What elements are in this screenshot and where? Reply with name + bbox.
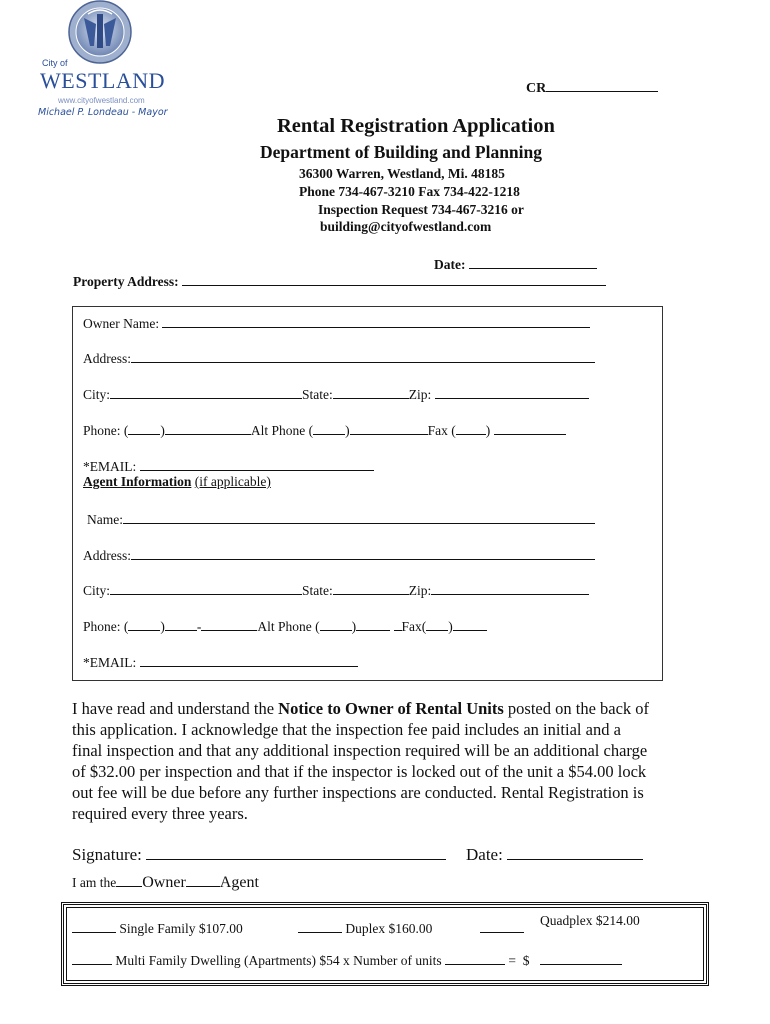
duplex-check-line[interactable] xyxy=(298,919,342,933)
agent-alt-phone-label: Alt Phone ( xyxy=(257,619,320,634)
signature-field xyxy=(72,844,446,865)
ack-line-5: out fee will be due before any further inspections are conducted. Rental Registration is xyxy=(72,783,644,802)
owner-email-label: *EMAIL: xyxy=(83,459,137,474)
i-am-the-label: I am the xyxy=(72,875,117,890)
ack-line-6: required every three years. xyxy=(72,804,248,823)
agent-heading xyxy=(83,474,271,490)
agent-address-input-line[interactable] xyxy=(131,546,595,560)
owner-city-label: City: xyxy=(83,387,111,402)
page-title: Rental Registration Application xyxy=(277,115,555,137)
agent-zip-input-line[interactable] xyxy=(431,581,589,595)
cr-field xyxy=(526,78,658,97)
property-address-field xyxy=(73,272,606,290)
agent-email-label: *EMAIL: xyxy=(83,655,137,670)
acknowledgement-text xyxy=(72,698,649,824)
agent-phone-label: Phone: ( xyxy=(83,619,129,634)
owner-email-input-line[interactable] xyxy=(140,457,374,471)
fee-multi-family xyxy=(72,951,622,969)
city-logo xyxy=(36,0,176,122)
cr-label: CR xyxy=(526,81,547,96)
owner-email-row xyxy=(83,457,374,475)
ack-line-3: final inspection and that any additional inspection required will be an additional charge xyxy=(72,741,648,760)
owner-fax-input-line[interactable] xyxy=(494,421,566,435)
quadplex-check-line[interactable] xyxy=(480,919,524,933)
agent-city-row xyxy=(83,581,589,599)
owner-state-label: State: xyxy=(302,387,333,402)
owner-address-input-line[interactable] xyxy=(131,349,595,363)
signature-date-input-line[interactable] xyxy=(507,844,643,860)
agent-city-label: City: xyxy=(83,583,111,598)
signature-label: Signature: xyxy=(72,845,142,864)
owner-zip-input-line[interactable] xyxy=(435,385,589,399)
single-family-check-line[interactable] xyxy=(72,919,116,933)
office-email: building@cityofwestland.com xyxy=(320,219,492,234)
agent-state-input-line[interactable] xyxy=(333,581,409,595)
ack-line-4: of $32.00 per inspection and that if the inspector is locked out of the unit a $54.00 lock xyxy=(72,762,647,781)
duplex-label: Duplex $160.00 xyxy=(345,921,433,936)
owner-option-label: Owner xyxy=(142,874,186,891)
agent-phone-row: Phone: ( ) - Alt Phone ( ) Fax( ) xyxy=(83,617,487,635)
agent-fax-label: Fax( xyxy=(401,619,427,634)
inspection-request: Inspection Request 734-467-3216 or xyxy=(318,202,524,217)
agent-city-input-line[interactable] xyxy=(110,581,302,595)
agent-name-label: Name: xyxy=(87,512,123,527)
agent-alt-phone-input-line[interactable] xyxy=(356,617,390,631)
fee-quadplex-check xyxy=(480,919,524,937)
ack-pre: I have read and understand the xyxy=(72,699,279,718)
agent-fax-lead-line[interactable] xyxy=(394,617,402,631)
signature-date-field xyxy=(466,844,643,865)
agent-state-label: State: xyxy=(302,583,333,598)
fee-duplex xyxy=(298,919,432,937)
owner-city-row xyxy=(83,385,589,403)
property-address-label: Property Address: xyxy=(73,274,179,289)
owner-state-input-line[interactable] xyxy=(333,385,409,399)
multi-family-check-line[interactable] xyxy=(72,951,112,965)
agent-name-row xyxy=(87,510,595,528)
agent-email-row xyxy=(83,653,358,671)
owner-name-input-line[interactable] xyxy=(162,314,590,328)
owner-name-row xyxy=(83,314,590,332)
number-of-units-input-line[interactable] xyxy=(445,951,505,965)
agent-heading-note: (if applicable) xyxy=(194,474,271,489)
signature-input-line[interactable] xyxy=(146,844,446,860)
agent-phone-prefix-line[interactable] xyxy=(165,617,197,631)
owner-phone-input-line[interactable] xyxy=(165,421,251,435)
owner-city-input-line[interactable] xyxy=(110,385,302,399)
agent-heading-label: Agent Information xyxy=(83,474,192,489)
fee-box xyxy=(61,902,709,986)
logo-city-name: WESTLAND xyxy=(40,68,165,93)
ack-notice-bold: Notice to Owner of Rental Units xyxy=(278,699,504,718)
owner-name-label: Owner Name: xyxy=(83,316,160,331)
date-label: Date: xyxy=(434,257,466,272)
agent-alt-phone-area-line[interactable] xyxy=(320,617,352,631)
agent-check-line[interactable] xyxy=(186,873,220,887)
logo-mayor: Michael P. Londeau - Mayor xyxy=(38,107,168,118)
signature-date-label: Date: xyxy=(466,845,503,864)
agent-zip-label: Zip: xyxy=(408,583,432,598)
ack-post: posted on the back of xyxy=(503,699,650,718)
owner-address-row xyxy=(83,349,595,367)
agent-address-label: Address: xyxy=(83,548,131,563)
single-family-label: Single Family $107.00 xyxy=(119,921,243,936)
agent-email-input-line[interactable] xyxy=(140,653,358,667)
department-name: Department of Building and Planning xyxy=(260,142,542,162)
dollar-sign: $ xyxy=(522,953,530,968)
total-amount-input-line[interactable] xyxy=(540,951,622,965)
owner-alt-phone-input-line[interactable] xyxy=(350,421,428,435)
fee-single-family xyxy=(72,919,243,937)
agent-option-label: Agent xyxy=(219,874,259,891)
agent-phone-area-line[interactable] xyxy=(128,617,160,631)
quadplex-label: Quadplex $214.00 xyxy=(540,913,640,928)
owner-agent-box xyxy=(72,306,663,681)
office-phone: Phone 734-467-3210 Fax 734-422-1218 xyxy=(299,184,520,199)
owner-phone-label: Phone: ( xyxy=(83,423,129,438)
owner-fax-label: Fax ( xyxy=(427,423,456,438)
owner-alt-phone-area-line[interactable] xyxy=(313,421,345,435)
ack-line-2: this application. I acknowledge that the inspection fee paid includes an initial and a xyxy=(72,720,621,739)
office-address: 36300 Warren, Westland, Mi. 48185 xyxy=(299,166,505,181)
logo-city-of: City of xyxy=(42,58,68,68)
role-selection xyxy=(72,873,259,892)
agent-name-input-line[interactable] xyxy=(123,510,595,524)
city-seal-icon xyxy=(66,0,134,64)
owner-phone-row: Phone: ( ) Alt Phone ( ) Fax ( ) xyxy=(83,421,566,439)
logo-website: www.cityofwestland.com xyxy=(58,96,145,105)
agent-address-row xyxy=(83,546,595,564)
property-address-input-line[interactable] xyxy=(182,272,606,286)
date-input-line[interactable] xyxy=(469,255,597,269)
date-field xyxy=(434,255,597,273)
ack-line-1 xyxy=(72,698,649,719)
agent-fax-input-line[interactable] xyxy=(453,617,487,631)
owner-fax-area-line[interactable] xyxy=(456,421,486,435)
cr-input-line[interactable] xyxy=(546,78,658,92)
multi-family-label: Multi Family Dwelling (Apartments) $54 x Number of units xyxy=(115,953,442,968)
agent-phone-input-line[interactable] xyxy=(201,617,257,631)
equals-sign: = xyxy=(508,953,516,968)
owner-address-label: Address: xyxy=(83,351,131,366)
owner-check-line[interactable] xyxy=(116,873,142,887)
agent-fax-area-line[interactable] xyxy=(426,617,448,631)
owner-phone-area-line[interactable] xyxy=(128,421,160,435)
owner-zip-label: Zip: xyxy=(408,387,432,402)
owner-alt-phone-label: Alt Phone ( xyxy=(250,423,314,438)
